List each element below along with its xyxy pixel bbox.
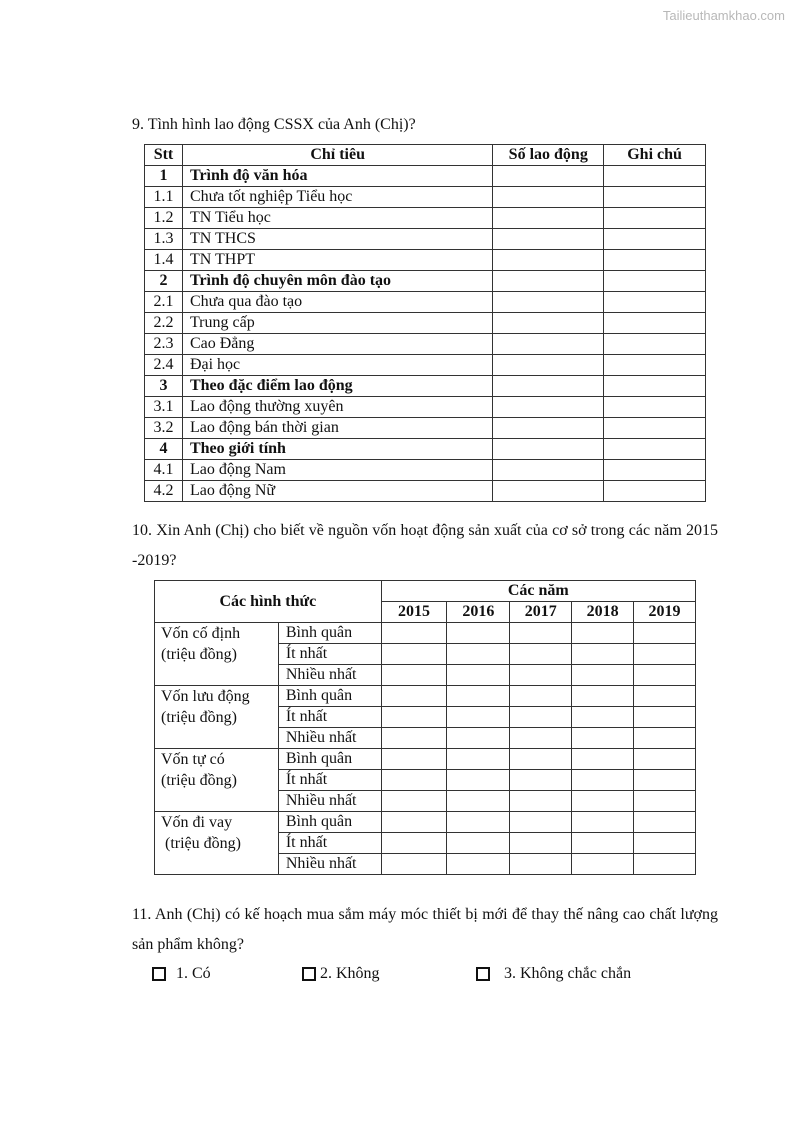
row-label: Cao Đẳng (182, 334, 492, 355)
measure-label: Nhiều nhất (278, 665, 381, 686)
question-11-title: 11. Anh (Chị) có kế hoạch mua sắm máy móc thiết bị mới để thay thế nâng cao chất lượng sản phẩm không? (132, 906, 718, 953)
capital-type: Vốn tự có (161, 751, 225, 768)
labor-count-cell[interactable] (493, 376, 604, 397)
value-cell[interactable] (572, 770, 634, 791)
notes-cell[interactable] (604, 229, 706, 250)
value-cell[interactable] (634, 791, 696, 812)
labor-count-cell[interactable] (493, 439, 604, 460)
option-not-sure[interactable] (476, 965, 631, 983)
value-cell[interactable] (634, 770, 696, 791)
header-indicator: Chỉ tiêu (182, 145, 492, 166)
value-cell[interactable] (572, 728, 634, 749)
table-row (145, 376, 706, 397)
value-cell[interactable] (572, 686, 634, 707)
capital-table (154, 580, 696, 875)
table-row (145, 229, 706, 250)
year-cell: 2018 (572, 602, 634, 623)
labor-count-cell[interactable] (493, 166, 604, 187)
table-row (145, 292, 706, 313)
header-notes: Ghi chú (604, 145, 706, 166)
value-cell[interactable] (510, 707, 572, 728)
notes-cell[interactable] (604, 271, 706, 292)
value-cell[interactable] (634, 623, 696, 644)
table-row (145, 313, 706, 334)
table-row (145, 166, 706, 187)
checkbox-icon[interactable] (302, 967, 316, 981)
measure-label: Bình quân (278, 686, 381, 707)
measure-label: Ít nhất (278, 707, 381, 728)
capital-table-header (155, 581, 696, 602)
labor-count-cell[interactable] (493, 271, 604, 292)
measure-label: Nhiều nhất (278, 791, 381, 812)
value-cell[interactable] (510, 833, 572, 854)
question-10-title: 10. Xin Anh (Chị) cho biết về nguồn vốn hoạt động sản xuất của cơ sở trong các năm 2015 -2019? (132, 522, 718, 569)
row-label: TN THPT (182, 250, 492, 271)
measure-label: Bình quân (278, 623, 381, 644)
value-cell[interactable] (510, 749, 572, 770)
labor-count-cell[interactable] (493, 418, 604, 439)
header-years: Các năm (381, 581, 695, 602)
capital-unit: (triệu đồng) (161, 772, 237, 789)
row-stt: 1.2 (145, 208, 183, 229)
row-stt: 2.3 (145, 334, 183, 355)
value-cell[interactable] (381, 770, 447, 791)
row-label: Lao động bán thời gian (182, 418, 492, 439)
question-9-title: 9. Tình hình lao động CSSX của Anh (Chị)? (132, 116, 416, 133)
row-stt: 4.2 (145, 481, 183, 502)
value-cell[interactable] (381, 833, 447, 854)
answer-options (148, 965, 708, 987)
value-cell[interactable] (447, 833, 510, 854)
row-label: Đại học (182, 355, 492, 376)
row-stt: 4.1 (145, 460, 183, 481)
row-stt: 3.1 (145, 397, 183, 418)
capital-unit: (triệu đồng) (161, 835, 241, 852)
capital-unit: (triệu đồng) (161, 646, 237, 663)
value-cell[interactable] (381, 665, 447, 686)
table-row (145, 334, 706, 355)
option-label: 1. Có (176, 965, 211, 982)
notes-cell[interactable] (604, 439, 706, 460)
labor-count-cell[interactable] (493, 355, 604, 376)
value-cell[interactable] (381, 686, 447, 707)
checkbox-icon[interactable] (152, 967, 166, 981)
row-label: Theo đặc điểm lao động (182, 376, 492, 397)
notes-cell[interactable] (604, 481, 706, 502)
header-forms: Các hình thức (155, 581, 382, 623)
measure-label: Bình quân (278, 749, 381, 770)
table-row (145, 481, 706, 502)
measure-label: Ít nhất (278, 833, 381, 854)
notes-cell[interactable] (604, 292, 706, 313)
capital-unit: (triệu đồng) (161, 709, 237, 726)
table-row (145, 439, 706, 460)
value-cell[interactable] (634, 686, 696, 707)
capital-type: Vốn đi vay (161, 814, 233, 831)
option-no[interactable] (302, 965, 380, 983)
value-cell[interactable] (572, 854, 634, 875)
row-stt: 2 (145, 271, 183, 292)
table-row (145, 418, 706, 439)
value-cell[interactable] (634, 833, 696, 854)
value-cell[interactable] (634, 854, 696, 875)
row-stt: 1.4 (145, 250, 183, 271)
table-row (155, 623, 696, 644)
value-cell[interactable] (447, 707, 510, 728)
row-label: Lao động Nam (182, 460, 492, 481)
value-cell[interactable] (634, 812, 696, 833)
value-cell[interactable] (572, 749, 634, 770)
measure-label: Nhiều nhất (278, 854, 381, 875)
measure-label: Nhiều nhất (278, 728, 381, 749)
table-row (145, 460, 706, 481)
row-label: Chưa tốt nghiệp Tiểu học (182, 187, 492, 208)
value-cell[interactable] (572, 623, 634, 644)
value-cell[interactable] (381, 728, 447, 749)
value-cell[interactable] (634, 644, 696, 665)
table-row (155, 749, 696, 770)
labor-count-cell[interactable] (493, 292, 604, 313)
value-cell[interactable] (572, 707, 634, 728)
capital-group-label (155, 686, 279, 749)
row-label: Trình độ chuyên môn đào tạo (182, 271, 492, 292)
value-cell[interactable] (510, 623, 572, 644)
row-stt: 2.2 (145, 313, 183, 334)
notes-cell[interactable] (604, 166, 706, 187)
notes-cell[interactable] (604, 376, 706, 397)
notes-cell[interactable] (604, 460, 706, 481)
notes-cell[interactable] (604, 355, 706, 376)
watermark: Tailieuthamkhao.com (662, 8, 785, 23)
notes-cell[interactable] (604, 334, 706, 355)
measure-label: Ít nhất (278, 770, 381, 791)
value-cell[interactable] (447, 812, 510, 833)
capital-type: Vốn cố định (161, 625, 241, 642)
value-cell[interactable] (447, 644, 510, 665)
table-row (145, 187, 706, 208)
value-cell[interactable] (381, 707, 447, 728)
labor-count-cell[interactable] (493, 481, 604, 502)
option-label: 3. Không chắc chắn (504, 965, 632, 982)
capital-group-label (155, 749, 279, 812)
row-stt: 3.2 (145, 418, 183, 439)
value-cell[interactable] (572, 791, 634, 812)
row-label: TN Tiểu học (182, 208, 492, 229)
value-cell[interactable] (510, 686, 572, 707)
value-cell[interactable] (447, 728, 510, 749)
row-stt: 2.1 (145, 292, 183, 313)
value-cell[interactable] (447, 686, 510, 707)
value-cell[interactable] (381, 812, 447, 833)
labor-count-cell[interactable] (493, 208, 604, 229)
row-label: Theo giới tính (182, 439, 492, 460)
labor-count-cell[interactable] (493, 460, 604, 481)
labor-count-cell[interactable] (493, 334, 604, 355)
value-cell[interactable] (634, 728, 696, 749)
capital-group-label (155, 623, 279, 686)
labor-count-cell[interactable] (493, 313, 604, 334)
option-yes[interactable] (152, 965, 211, 983)
table-row (155, 812, 696, 833)
header-stt: Stt (145, 145, 183, 166)
value-cell[interactable] (447, 665, 510, 686)
notes-cell[interactable] (604, 250, 706, 271)
labor-count-cell[interactable] (493, 397, 604, 418)
labor-count-cell[interactable] (493, 250, 604, 271)
value-cell[interactable] (510, 728, 572, 749)
row-stt: 2.4 (145, 355, 183, 376)
year-cell: 2016 (447, 602, 510, 623)
row-stt: 4 (145, 439, 183, 460)
notes-cell[interactable] (604, 313, 706, 334)
value-cell[interactable] (634, 665, 696, 686)
table-row (145, 271, 706, 292)
header-labor-count: Số lao động (493, 145, 604, 166)
checkbox-icon[interactable] (476, 967, 490, 981)
option-label: 2. Không (320, 965, 380, 982)
value-cell[interactable] (634, 749, 696, 770)
value-cell[interactable] (572, 833, 634, 854)
row-stt: 3 (145, 376, 183, 397)
labor-count-cell[interactable] (493, 229, 604, 250)
value-cell[interactable] (510, 854, 572, 875)
value-cell[interactable] (381, 749, 447, 770)
value-cell[interactable] (634, 707, 696, 728)
row-label: Trung cấp (182, 313, 492, 334)
value-cell[interactable] (510, 644, 572, 665)
labor-table (144, 144, 706, 502)
value-cell[interactable] (381, 644, 447, 665)
value-cell[interactable] (381, 854, 447, 875)
table-row (145, 250, 706, 271)
capital-group-label (155, 812, 279, 875)
value-cell[interactable] (447, 623, 510, 644)
value-cell[interactable] (510, 812, 572, 833)
year-cell: 2015 (381, 602, 447, 623)
row-label: Trình độ văn hóa (182, 166, 492, 187)
notes-cell[interactable] (604, 418, 706, 439)
value-cell[interactable] (510, 665, 572, 686)
capital-type: Vốn lưu động (161, 688, 250, 705)
labor-count-cell[interactable] (493, 187, 604, 208)
measure-label: Ít nhất (278, 644, 381, 665)
notes-cell[interactable] (604, 208, 706, 229)
row-label: Lao động Nữ (182, 481, 492, 502)
value-cell[interactable] (510, 770, 572, 791)
value-cell[interactable] (572, 665, 634, 686)
value-cell[interactable] (447, 791, 510, 812)
table-row (155, 686, 696, 707)
value-cell[interactable] (572, 644, 634, 665)
value-cell[interactable] (447, 749, 510, 770)
row-label: Lao động thường xuyên (182, 397, 492, 418)
value-cell[interactable] (381, 791, 447, 812)
table-row (145, 397, 706, 418)
table-row (145, 208, 706, 229)
notes-cell[interactable] (604, 187, 706, 208)
notes-cell[interactable] (604, 397, 706, 418)
value-cell[interactable] (381, 623, 447, 644)
row-label: TN THCS (182, 229, 492, 250)
year-cell: 2017 (510, 602, 572, 623)
value-cell[interactable] (510, 791, 572, 812)
table-row (145, 355, 706, 376)
row-label: Chưa qua đào tạo (182, 292, 492, 313)
year-cell: 2019 (634, 602, 696, 623)
value-cell[interactable] (447, 854, 510, 875)
measure-label: Bình quân (278, 812, 381, 833)
value-cell[interactable] (572, 812, 634, 833)
labor-table-header (145, 145, 706, 166)
row-stt: 1.3 (145, 229, 183, 250)
row-stt: 1.1 (145, 187, 183, 208)
value-cell[interactable] (447, 770, 510, 791)
row-stt: 1 (145, 166, 183, 187)
